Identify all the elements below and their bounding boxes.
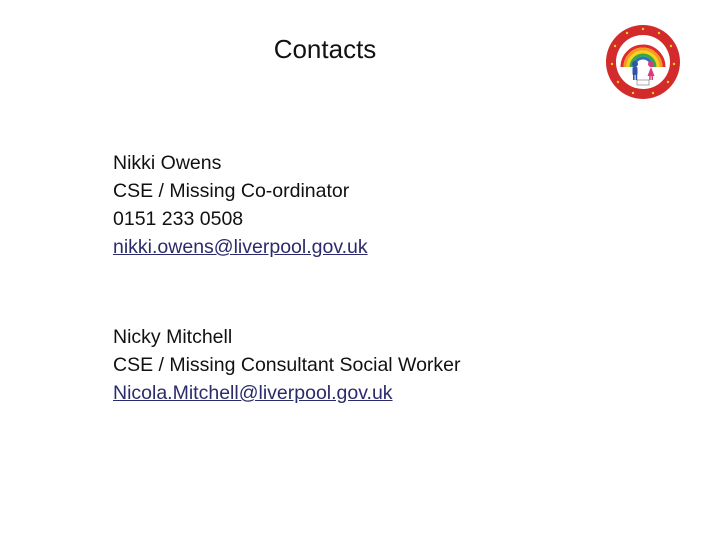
page-title: Contacts [273,34,377,64]
contact-phone: 0151 233 0508 [113,208,244,230]
contact-card [113,323,461,407]
contact-email-link[interactable]: nikki.owens@liverpool.gov.uk [113,236,368,258]
contact-role: CSE / Missing Co-ordinator [113,180,350,202]
contact-email-link[interactable]: Nicola.Mitchell@liverpool.gov.uk [113,382,393,404]
school-rainbow-logo [603,22,683,102]
logo-plaque [637,80,649,85]
contact-name: Nicky Mitchell [113,326,233,348]
contact-name: Nikki Owens [113,152,222,174]
contact-card [113,149,368,261]
contact-role: CSE / Missing Consultant Social Worker [113,354,461,376]
